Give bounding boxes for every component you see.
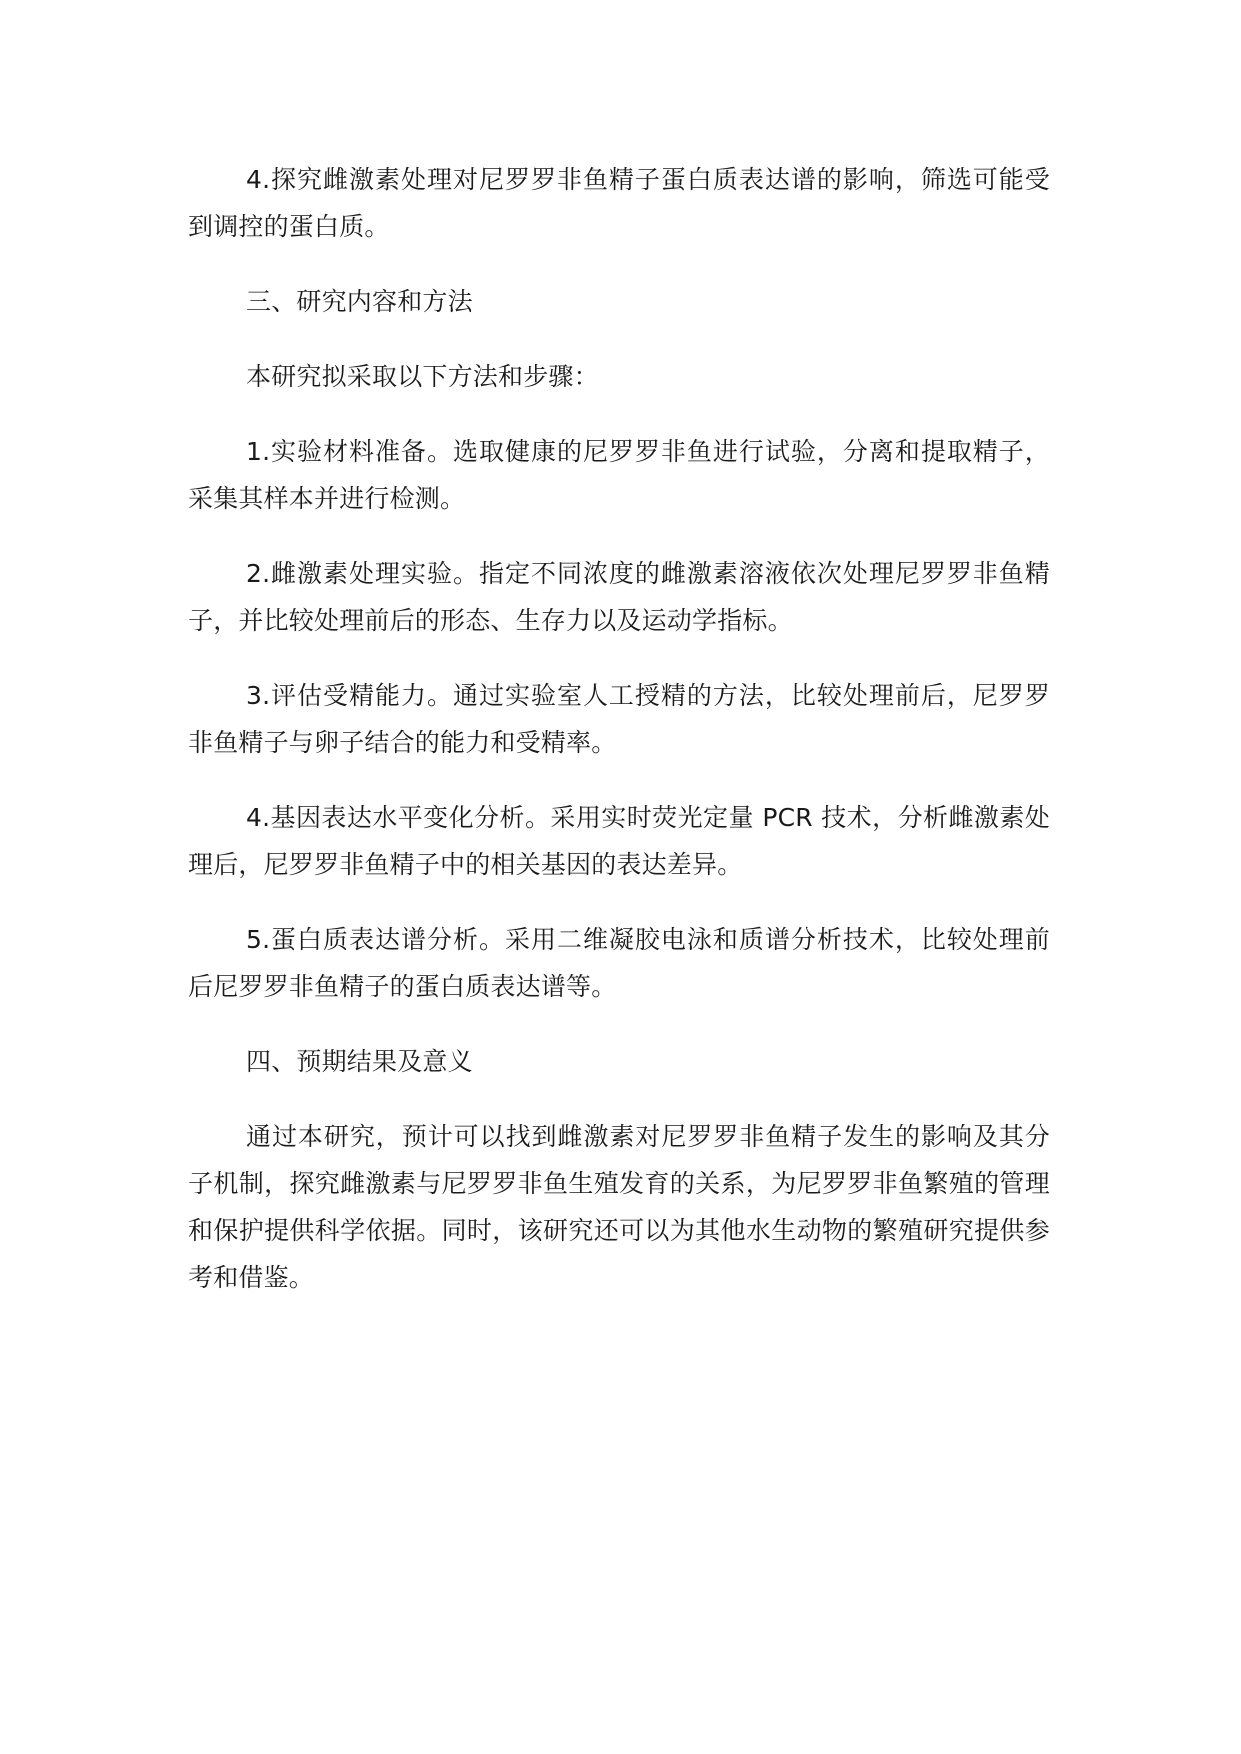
method-item-2: 2.雌激素处理实验。指定不同浓度的雌激素溶液依次处理尼罗罗非鱼精子，并比较处理前后的形态、生存力以及运动学指标。 (188, 559, 1050, 635)
method-item-5: 5.蛋白质表达谱分析。采用二维凝胶电泳和质谱分析技术，比较处理前后尼罗罗非鱼精子的蛋白质表达谱等。 (188, 925, 1050, 1001)
section-heading-expected-results: 四、预期结果及意义 (246, 1047, 473, 1076)
methods-intro: 本研究拟采取以下方法和步骤： (246, 362, 599, 391)
method-item-4: 4.基因表达水平变化分析。采用实时荧光定量 PCR 技术，分析雌激素处理后，尼罗罗非鱼精子中的相关基因的表达差异。 (188, 803, 1050, 879)
objective-item-4: 4.探究雌激素处理对尼罗罗非鱼精子蛋白质表达谱的影响，筛选可能受到调控的蛋白质。 (188, 165, 1050, 241)
method-item-1: 1.实验材料准备。选取健康的尼罗罗非鱼进行试验，分离和提取精子，采集其样本并进行检测。 (188, 437, 1050, 513)
section-heading-research-content: 三、研究内容和方法 (246, 287, 473, 316)
document-body (188, 156, 1050, 1301)
method-item-3: 3.评估受精能力。通过实验室人工授精的方法，比较处理前后，尼罗罗非鱼精子与卵子结合的能力和受精率。 (188, 681, 1050, 757)
expected-results-paragraph: 通过本研究，预计可以找到雌激素对尼罗罗非鱼精子发生的影响及其分子机制，探究雌激素与尼罗罗非鱼生殖发育的关系，为尼罗罗非鱼繁殖的管理和保护提供科学依据。同时，该研究还可以为其他水生动物的繁殖研究提供参考和借鉴。 (188, 1122, 1050, 1292)
